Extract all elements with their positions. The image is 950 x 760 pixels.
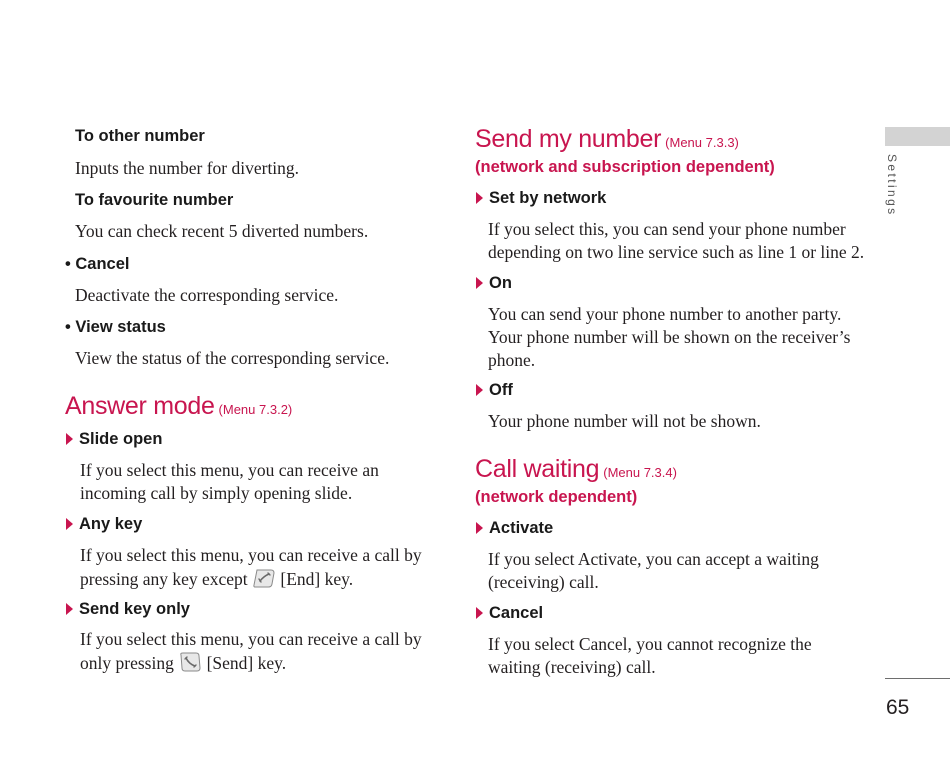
set-by-network-title: Set by network xyxy=(489,189,607,207)
send-key-icon xyxy=(178,651,202,679)
answer-mode-menu-number: (Menu 7.3.2) xyxy=(218,402,293,417)
page-number: 65 xyxy=(886,696,910,719)
set-by-network-text xyxy=(488,218,864,264)
send-key-only-line2 xyxy=(80,651,422,679)
slide-open-line1: If you select this menu, you can receive an xyxy=(80,460,379,480)
send-key-only-text xyxy=(80,628,422,679)
on-subheading xyxy=(476,274,512,293)
call-waiting-cancel-text xyxy=(488,633,812,679)
to-other-number-text: Inputs the number for diverting. xyxy=(75,158,300,178)
section-tab-marker xyxy=(885,127,950,146)
slide-open-line2: incoming call by simply opening slide. xyxy=(80,483,353,503)
call-waiting-cancel-line1: If you select Cancel, you cannot recognize the xyxy=(488,634,812,654)
triangle-bullet-icon xyxy=(476,192,483,204)
call-waiting-cancel-line2: waiting (receiving) call. xyxy=(488,657,656,677)
on-line3: phone. xyxy=(488,350,536,370)
slide-open-title: Slide open xyxy=(79,430,163,448)
to-favourite-number-text: You can check recent 5 diverted numbers. xyxy=(75,221,369,241)
send-key-only-line1: If you select this menu, you can receive a call by xyxy=(80,629,422,649)
set-by-network-subheading xyxy=(476,189,606,208)
activate-title: Activate xyxy=(489,519,554,537)
any-key-subheading xyxy=(66,515,142,534)
send-my-number-heading xyxy=(475,125,739,154)
answer-mode-heading xyxy=(65,392,292,421)
any-key-text xyxy=(80,544,422,595)
off-text: Your phone number will not be shown. xyxy=(488,411,761,431)
to-other-number-title: To other number xyxy=(75,127,205,145)
triangle-bullet-icon xyxy=(476,607,483,619)
send-my-number-condition: (network and subscription dependent) xyxy=(475,158,775,176)
section-side-label xyxy=(884,154,900,224)
call-waiting-title: Call waiting xyxy=(475,455,600,483)
send-key-only-subheading xyxy=(66,600,190,619)
slide-open-subheading xyxy=(66,430,162,449)
on-line1: You can send your phone number to another party. xyxy=(488,304,842,324)
slide-open-text xyxy=(80,459,379,505)
footer-rule xyxy=(885,678,950,679)
triangle-bullet-icon xyxy=(66,433,73,445)
end-key-icon xyxy=(252,567,276,595)
on-title: On xyxy=(489,274,512,292)
call-waiting-condition: (network dependent) xyxy=(475,488,638,506)
activate-text xyxy=(488,548,819,594)
section-side-label-text: Settings xyxy=(885,154,899,217)
call-waiting-menu-number: (Menu 7.3.4) xyxy=(603,465,677,480)
set-by-network-line1: If you select this, you can send your phone number xyxy=(488,219,846,239)
any-key-line2 xyxy=(80,567,422,595)
send-key-only-line2-start: only pressing xyxy=(80,653,174,673)
any-key-line2-end: [End] key. xyxy=(280,569,354,589)
cancel-text: Deactivate the corresponding service. xyxy=(75,285,339,305)
activate-subheading xyxy=(476,519,553,538)
view-status-title: • View status xyxy=(65,318,166,336)
view-status-text: View the status of the corresponding service. xyxy=(75,348,390,368)
to-favourite-number-title: To favourite number xyxy=(75,191,234,209)
set-by-network-line2: depending on two line service such as line 1 or line 2. xyxy=(488,242,865,262)
triangle-bullet-icon xyxy=(66,518,73,530)
triangle-bullet-icon xyxy=(476,384,483,396)
call-waiting-heading xyxy=(475,455,677,484)
on-text xyxy=(488,303,850,372)
send-my-number-title: Send my number xyxy=(475,125,662,153)
cancel-subheading xyxy=(476,604,543,623)
send-key-only-title: Send key only xyxy=(79,600,190,618)
answer-mode-title: Answer mode xyxy=(65,392,215,420)
any-key-line1: If you select this menu, you can receive a call by xyxy=(80,545,422,565)
off-subheading xyxy=(476,381,513,400)
cancel-title: • Cancel xyxy=(65,255,130,273)
send-key-only-line2-end: [Send] key. xyxy=(206,653,287,673)
off-title: Off xyxy=(489,381,513,399)
call-waiting-cancel-title: Cancel xyxy=(489,604,544,622)
triangle-bullet-icon xyxy=(66,603,73,615)
any-key-title: Any key xyxy=(79,515,143,533)
send-my-number-menu-number: (Menu 7.3.3) xyxy=(665,135,739,150)
activate-line2: (receiving) call. xyxy=(488,572,599,592)
on-line2: Your phone number will be shown on the receiver’s xyxy=(488,327,851,347)
triangle-bullet-icon xyxy=(476,277,483,289)
triangle-bullet-icon xyxy=(476,522,483,534)
any-key-line2-start: pressing any key except xyxy=(80,569,248,589)
activate-line1: If you select Activate, you can accept a waiting xyxy=(488,549,819,569)
